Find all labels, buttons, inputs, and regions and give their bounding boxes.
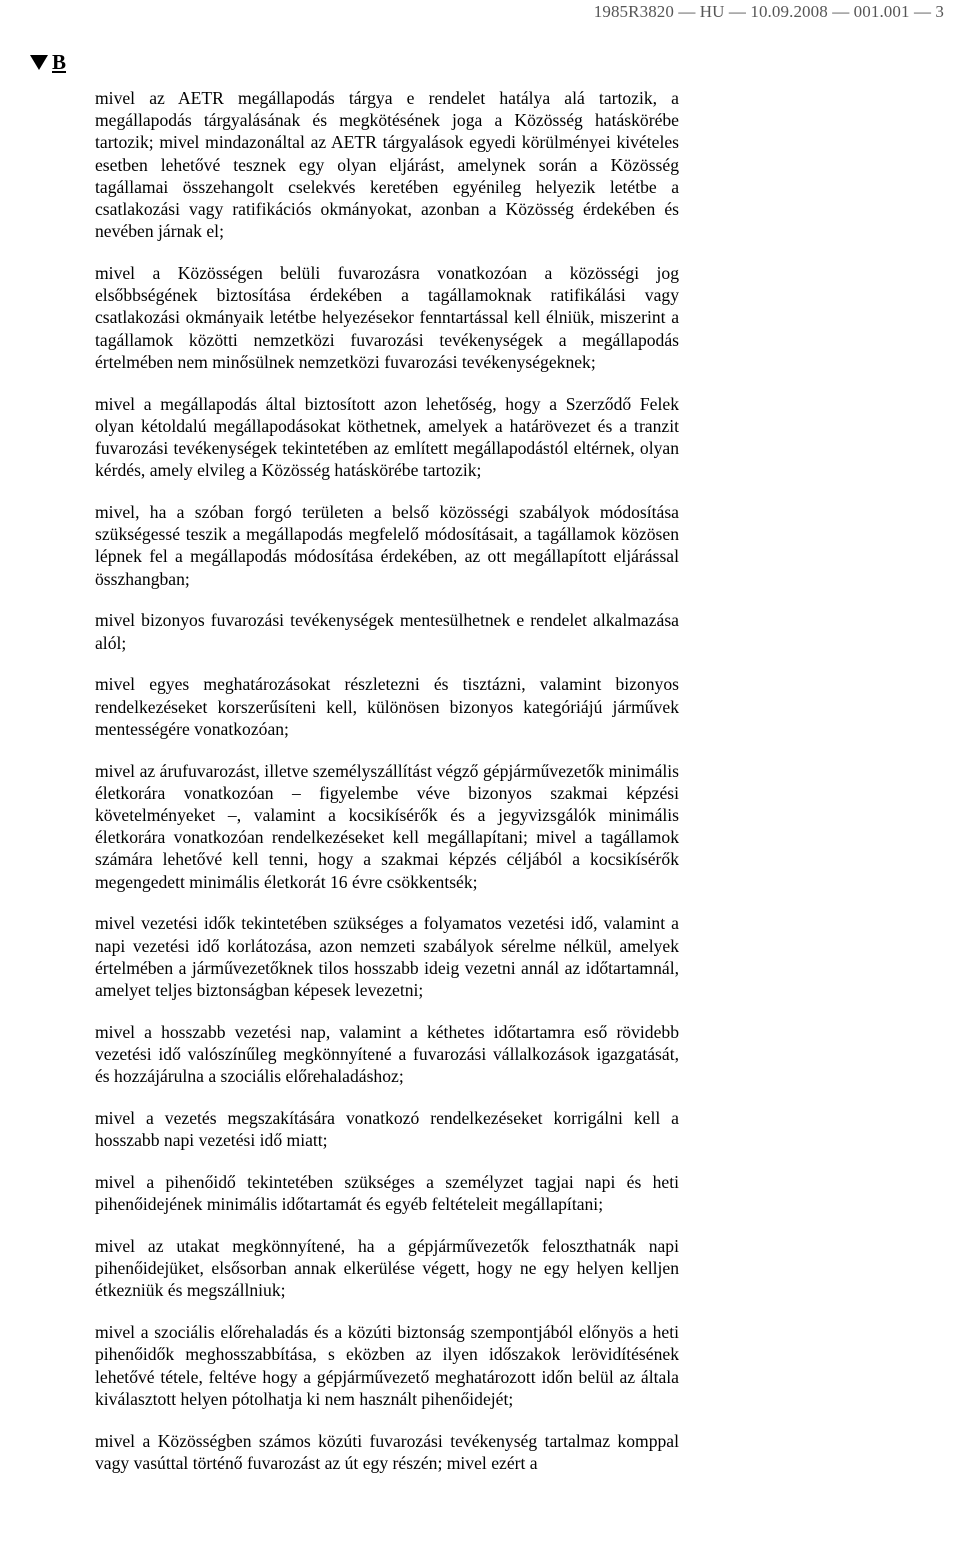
recital-paragraph: mivel a vezetés megszakítására vonatkozó rendelkezéseket korrigálni kell a hosszabb napi vezetési idő miatt; <box>95 1108 679 1151</box>
recital-paragraph: mivel a Közösségben számos közúti fuvarozási tevékenység tartalmaz komppal vagy vasúttal történő fuvarozást az út egy részén; mivel ezért a <box>95 1430 679 1473</box>
recital-paragraph: mivel az utakat megkönnyítené, ha a gépjárművezetők feloszthatnák napi pihenőidejüket, elsősorban annak elkerülése végett, hogy ne egy helyen kelljen étkezniük és megszállniuk; <box>95 1236 679 1301</box>
recital-paragraph: mivel a Közösségen belüli fuvarozásra vonatkozóan a közösségi jog elsőbbségének biztosítása érdekében a tagállamoknak ratifikálási vagy csatlakozási okmányaik letétbe helyezésekor fenntartással kell élniük, miszerint a tagállamok közötti nemzetközi fuvarozási tevékenységek a megállapodás értelmében nem minősülnek nemzetközi fuvarozási tevékenységeknek; <box>95 263 679 372</box>
section-marker-label: B <box>52 50 67 74</box>
recital-paragraph: mivel, ha a szóban forgó területen a belső közösségi szabályok módosítása szükségessé teszik a megállapodás megfelelő módosításait, a tagállamok közösen lépnek fel a megállapodás módosítása érdekében, az ott megállapított eljárással összhangban; <box>95 502 679 589</box>
triangle-down-icon <box>30 55 48 70</box>
document-body <box>95 87 679 1494</box>
recital-paragraph: mivel a megállapodás által biztosított azon lehetőség, hogy a Szerződő Felek olyan kétoldalú megállapodásokat köthetnek, amelyek a határövezet és a tranzit fuvarozási tevékenységek tekintetében az említett megállapodástól eltérnek, olyan kérdés, amely elvileg a Közösség hatáskörébe tartozik; <box>95 393 679 481</box>
recital-paragraph: mivel a szociális előrehaladás és a közúti biztonság szempontjából előnyös a heti pihenőidők meghosszabbítása, s eközben az ilyen időszakok lerövidítésének lehetővé tétele, feltéve hogy a gépjárművezető meghatározott időn belül az általa kiválasztott helyen pótolhatja ki nem használt pihenőidejét; <box>95 1322 679 1409</box>
recital-paragraph: mivel egyes meghatározásokat részletezni és tisztázni, valamint bizonyos rendelkezéseket korszerűsíteni kell, különösen bizonyos kategóriájú járművek mentességére vonatkozóan; <box>95 674 679 739</box>
recital-paragraph: mivel az AETR megállapodás tárgya e rendelet hatálya alá tartozik, a megállapodás tárgyalásának és megkötésének joga a Közösség hatáskörébe tartozik; mivel mindazonáltal az AETR tárgyalások egyedi körülményei kivételes esetben lehetővé tesznek egy olyan eljárást, amelynek során a Közösség tagállamai összehangolt cselekvés keretében egyénileg helyezik letétbe a csatlakozási vagy ratifikációs okmányokat, azonban a Közösség érdekében és nevében járnak el; <box>95 88 679 242</box>
recital-paragraph: mivel a pihenőidő tekintetében szükséges a személyzet tagjai napi és heti pihenőidejének minimális időtartamát és egyéb feltételeit megállapítani; <box>95 1172 679 1215</box>
recital-paragraph: mivel vezetési idők tekintetében szükséges a folyamatos vezetési idő, valamint a napi vezetési idő korlátozása, azon nemzeti szabályok sérelme nélkül, amelyek értelmében a járművezetőknek tilos hosszabb ideig vezetni annál az időtartamnál, amelyet teljes biztonságban képesek levezetni; <box>95 913 679 1001</box>
page-header-reference: 1985R3820 — HU — 10.09.2008 — 001.001 — 3 <box>593 2 944 21</box>
section-marker <box>30 50 66 75</box>
recital-paragraph: mivel a hosszabb vezetési nap, valamint a kéthetes időtartamra eső rövidebb vezetési idő valószínűleg megkönnyítené a fuvarozási vállalkozások igazgatását, és hozzájárulna a szociális előrehaladáshoz; <box>95 1021 679 1087</box>
recital-paragraph: mivel bizonyos fuvarozási tevékenységek mentesülhetnek e rendelet alkalmazása alól; <box>95 610 679 653</box>
recital-paragraph: mivel az árufuvarozást, illetve személyszállítást végző gépjárművezetők minimális életkorára vonatkozóan – figyelembe véve bizonyos szakmai képzési követelményeket –, valamint a kocsikísérők és a jegyvizsgálók minimális életkorára vonatkozóan rendelkezéseket kell megállapítani; mivel a tagállamok számára lehetővé kell tenni, hogy a szakmai képzés céljából a kocsikísérők megengedett minimális életkorát 16 évre csökkentsék; <box>95 760 679 892</box>
